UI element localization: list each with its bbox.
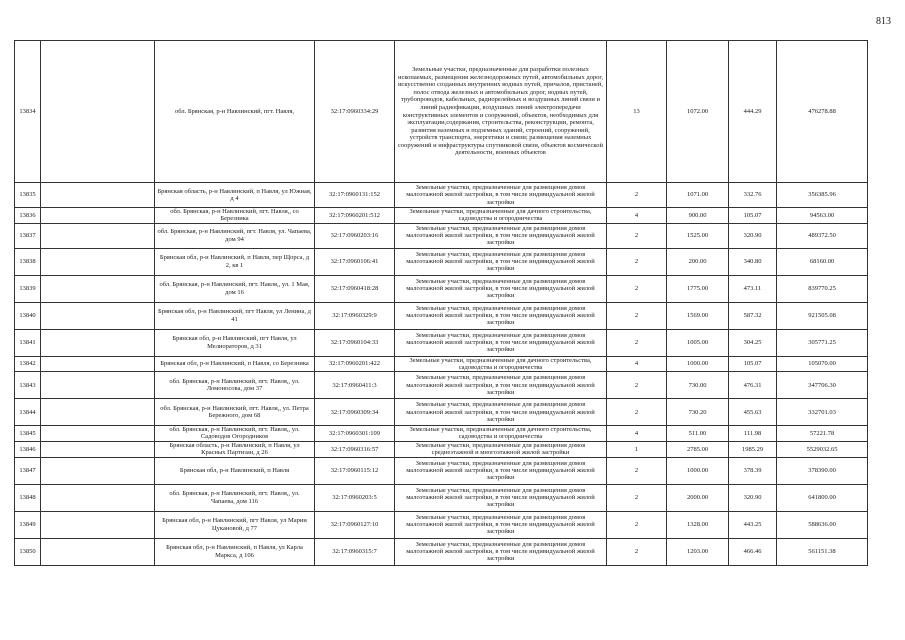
unit-price-cell: 320.90 — [729, 223, 777, 248]
row-number-cell: 13848 — [15, 484, 41, 511]
blank-cell — [41, 511, 155, 538]
land-use-cell: Земельные участки, предназначенные для размещения домов малоэтажной жилой застройки, в том числе индивидуальной жилой застройки — [395, 457, 607, 484]
cadastral-number-cell: 32:17:0960127:10 — [315, 511, 395, 538]
area-cell: 1000.00 — [667, 356, 729, 372]
blank-cell — [41, 183, 155, 208]
land-registry-table — [14, 40, 868, 566]
unit-price-cell: 455.63 — [729, 399, 777, 426]
table-body — [15, 41, 868, 566]
cadastral-number-cell: 32:17:0960309:34 — [315, 399, 395, 426]
cadastral-cost-cell: 347706.30 — [777, 372, 868, 399]
table-row — [15, 372, 868, 399]
use-group-cell: 4 — [607, 208, 667, 224]
area-cell: 730.20 — [667, 399, 729, 426]
use-group-cell: 2 — [607, 372, 667, 399]
row-number-cell: 13842 — [15, 356, 41, 372]
use-group-cell: 2 — [607, 275, 667, 302]
row-number-cell: 13849 — [15, 511, 41, 538]
unit-price-cell: 378.39 — [729, 457, 777, 484]
land-use-cell: Земельные участки, предназначенные для размещения домов среднеэтажной и многоэтажной жилой застройки — [395, 441, 607, 457]
address-cell: обл. Брянская, р-н Навлинский, пгт. Навля,, ул. Петра Бережного, дом 68 — [155, 399, 315, 426]
row-number-cell: 13843 — [15, 372, 41, 399]
table-row — [15, 41, 868, 183]
cadastral-number-cell: 32:17:0960131:152 — [315, 183, 395, 208]
cadastral-number-cell: 32:17:0960411:3 — [315, 372, 395, 399]
blank-cell — [41, 302, 155, 329]
cadastral-cost-cell: 476278.88 — [777, 41, 868, 183]
area-cell: 1000.00 — [667, 457, 729, 484]
land-use-cell: Земельные участки, предназначенные для размещения домов малоэтажной жилой застройки, в том числе индивидуальной жилой застройки — [395, 223, 607, 248]
address-cell: обл. Брянская, р-н Навлинский, пгт. Навля,, ул. Чапаева, дом 116 — [155, 484, 315, 511]
unit-price-cell: 340.80 — [729, 248, 777, 275]
address-cell: Брянская обл, р-н Навлинский, п Навля, со Березника — [155, 356, 315, 372]
blank-cell — [41, 484, 155, 511]
area-cell: 1005.00 — [667, 329, 729, 356]
cadastral-cost-cell: 839770.25 — [777, 275, 868, 302]
row-number-cell: 13839 — [15, 275, 41, 302]
land-use-cell: Земельные участки, предназначенные для дачного строительства, садоводства и огородничества — [395, 356, 607, 372]
address-cell: обл. Брянская, р-н Навлинский, пгт. Навля,, ул. 1 Мая, дом 16 — [155, 275, 315, 302]
address-cell: обл. Брянская, р-н Навлинский, пгт. Навля,, ул. Ломоносова, дом 37 — [155, 372, 315, 399]
table-row — [15, 356, 868, 372]
blank-cell — [41, 248, 155, 275]
blank-cell — [41, 356, 155, 372]
area-cell: 1569.00 — [667, 302, 729, 329]
blank-cell — [41, 457, 155, 484]
use-group-cell: 4 — [607, 426, 667, 442]
table-row — [15, 484, 868, 511]
land-use-cell: Земельные участки, предназначенные для размещения домов малоэтажной жилой застройки, в том числе индивидуальной жилой застройки — [395, 484, 607, 511]
cadastral-cost-cell: 588636.00 — [777, 511, 868, 538]
table-row — [15, 208, 868, 224]
table-row — [15, 248, 868, 275]
unit-price-cell: 476.31 — [729, 372, 777, 399]
unit-price-cell: 444.29 — [729, 41, 777, 183]
area-cell: 1071.00 — [667, 183, 729, 208]
use-group-cell: 1 — [607, 441, 667, 457]
use-group-cell: 2 — [607, 248, 667, 275]
address-cell: Брянская обл, р-н Навлинский, п Навля — [155, 457, 315, 484]
address-cell: Брянская обл, р-н Навлинский, пгт Навля, ул Ленина, д 41 — [155, 302, 315, 329]
use-group-cell: 13 — [607, 41, 667, 183]
address-cell: Брянская обл, р-н Навлинский, пгт Навля, ул Мелиораторов, д 31 — [155, 329, 315, 356]
address-cell: Брянская обл, р-н Навлинский, пгт Навля, ул Марии Цукановой, д 77 — [155, 511, 315, 538]
area-cell: 200.00 — [667, 248, 729, 275]
cadastral-cost-cell: 94563.00 — [777, 208, 868, 224]
blank-cell — [41, 208, 155, 224]
table-row — [15, 329, 868, 356]
table-row — [15, 223, 868, 248]
unit-price-cell: 443.25 — [729, 511, 777, 538]
blank-cell — [41, 329, 155, 356]
address-cell: Брянская обл, р-н Навлинский, п Навля, пер Щорса, д 2, кв 1 — [155, 248, 315, 275]
land-use-cell: Земельные участки, предназначенные для размещения домов малоэтажной жилой застройки, в том числе индивидуальной жилой застройки — [395, 248, 607, 275]
area-cell: 1203.00 — [667, 538, 729, 565]
table-row — [15, 399, 868, 426]
address-cell: Брянская область, р-н Навлинский, п Навля, ул Южная, д 4 — [155, 183, 315, 208]
table-row — [15, 183, 868, 208]
cadastral-cost-cell: 68160.00 — [777, 248, 868, 275]
row-number-cell: 13835 — [15, 183, 41, 208]
unit-price-cell: 466.46 — [729, 538, 777, 565]
blank-cell — [41, 399, 155, 426]
land-use-cell: Земельные участки, предназначенные для размещения домов малоэтажной жилой застройки, в том числе индивидуальной жилой застройки — [395, 183, 607, 208]
cadastral-number-cell: 32:17:0960203:16 — [315, 223, 395, 248]
table-row — [15, 275, 868, 302]
land-use-cell: Земельные участки, предназначенные для размещения домов малоэтажной жилой застройки, в том числе индивидуальной жилой застройки — [395, 399, 607, 426]
row-number-cell: 13846 — [15, 441, 41, 457]
cadastral-cost-cell: 489372.50 — [777, 223, 868, 248]
table-row — [15, 302, 868, 329]
cadastral-number-cell: 32:17:0960201:512 — [315, 208, 395, 224]
cadastral-cost-cell: 378390.00 — [777, 457, 868, 484]
unit-price-cell: 587.32 — [729, 302, 777, 329]
cadastral-cost-cell: 561151.38 — [777, 538, 868, 565]
land-use-cell: Земельные участки, предназначенные для дачного строительства, садоводства и огородничества — [395, 426, 607, 442]
blank-cell — [41, 275, 155, 302]
unit-price-cell: 473.11 — [729, 275, 777, 302]
cadastral-cost-cell: 332701.03 — [777, 399, 868, 426]
row-number-cell: 13837 — [15, 223, 41, 248]
unit-price-cell: 105.07 — [729, 356, 777, 372]
use-group-cell: 2 — [607, 457, 667, 484]
address-cell: обл. Брянская, р-н Навлинский, пгт. Навля,, ул. Садоводов Огородников — [155, 426, 315, 442]
row-number-cell: 13847 — [15, 457, 41, 484]
unit-price-cell: 105.07 — [729, 208, 777, 224]
row-number-cell: 13841 — [15, 329, 41, 356]
land-use-cell: Земельные участки, предназначенные для размещения домов малоэтажной жилой застройки, в том числе индивидуальной жилой застройки — [395, 538, 607, 565]
blank-cell — [41, 223, 155, 248]
row-number-cell: 13840 — [15, 302, 41, 329]
table-row — [15, 457, 868, 484]
unit-price-cell: 1985.29 — [729, 441, 777, 457]
land-use-cell: Земельные участки, предназначенные для размещения домов малоэтажной жилой застройки, в том числе индивидуальной жилой застройки — [395, 372, 607, 399]
area-cell: 2000.00 — [667, 484, 729, 511]
table-row — [15, 426, 868, 442]
blank-cell — [41, 441, 155, 457]
address-cell: обл. Брянская, р-н Навлинский, пгт. Навля, — [155, 41, 315, 183]
cadastral-cost-cell: 356385.96 — [777, 183, 868, 208]
area-cell: 1072.00 — [667, 41, 729, 183]
land-use-cell: Земельные участки, предназначенные для размещения домов малоэтажной жилой застройки, в том числе индивидуальной жилой застройки — [395, 329, 607, 356]
use-group-cell: 2 — [607, 399, 667, 426]
land-use-cell: Земельные участки, предназначенные для размещения домов малоэтажной жилой застройки, в том числе индивидуальной жилой застройки — [395, 275, 607, 302]
use-group-cell: 4 — [607, 356, 667, 372]
blank-cell — [41, 41, 155, 183]
row-number-cell: 13844 — [15, 399, 41, 426]
cadastral-cost-cell: 5529032.65 — [777, 441, 868, 457]
area-cell: 511.00 — [667, 426, 729, 442]
cadastral-cost-cell: 105070.00 — [777, 356, 868, 372]
use-group-cell: 2 — [607, 329, 667, 356]
cadastral-number-cell: 32:17:0960334:29 — [315, 41, 395, 183]
area-cell: 1775.00 — [667, 275, 729, 302]
area-cell: 1328.00 — [667, 511, 729, 538]
cadastral-number-cell: 32:17:0960106:41 — [315, 248, 395, 275]
area-cell: 730.00 — [667, 372, 729, 399]
unit-price-cell: 304.25 — [729, 329, 777, 356]
unit-price-cell: 332.76 — [729, 183, 777, 208]
cadastral-number-cell: 32:17:0960329:9 — [315, 302, 395, 329]
use-group-cell: 2 — [607, 538, 667, 565]
row-number-cell: 13838 — [15, 248, 41, 275]
cadastral-cost-cell: 57221.78 — [777, 426, 868, 442]
use-group-cell: 2 — [607, 511, 667, 538]
address-cell: обл. Брянская, р-н Навлинский, пгт. Навля,, со Березника — [155, 208, 315, 224]
use-group-cell: 2 — [607, 302, 667, 329]
unit-price-cell: 320.90 — [729, 484, 777, 511]
table-row — [15, 538, 868, 565]
blank-cell — [41, 372, 155, 399]
cadastral-number-cell: 32:17:0960203:5 — [315, 484, 395, 511]
use-group-cell: 2 — [607, 223, 667, 248]
unit-price-cell: 111.98 — [729, 426, 777, 442]
table-row — [15, 441, 868, 457]
blank-cell — [41, 538, 155, 565]
cadastral-number-cell: 32:17:0960301:109 — [315, 426, 395, 442]
cadastral-number-cell: 32:17:0960104:33 — [315, 329, 395, 356]
address-cell: Брянская область, р-н Навлинский, п Навля, ул Красных Партизан, д 26 — [155, 441, 315, 457]
area-cell: 2785.00 — [667, 441, 729, 457]
cadastral-number-cell: 32:17:0960201:422 — [315, 356, 395, 372]
page-number: 813 — [876, 16, 891, 27]
address-cell: Брянская обл, р-н Навлинский, п Навля, ул Карла Маркса, д 106 — [155, 538, 315, 565]
area-cell: 1525.00 — [667, 223, 729, 248]
use-group-cell: 2 — [607, 484, 667, 511]
address-cell: обл. Брянская, р-н Навлинский, пгт. Навля, ул. Чапаева, дом 94 — [155, 223, 315, 248]
cadastral-cost-cell: 305771.25 — [777, 329, 868, 356]
cadastral-number-cell: 32:17:0960316:57 — [315, 441, 395, 457]
land-use-cell: Земельные участки, предназначенные для дачного строительства, садоводства и огородничества — [395, 208, 607, 224]
cadastral-number-cell: 32:17:0960115:12 — [315, 457, 395, 484]
land-use-cell: Земельные участки, предназначенные для размещения домов малоэтажной жилой застройки, в том числе индивидуальной жилой застройки — [395, 302, 607, 329]
table-row — [15, 511, 868, 538]
row-number-cell: 13834 — [15, 41, 41, 183]
row-number-cell: 13836 — [15, 208, 41, 224]
use-group-cell: 2 — [607, 183, 667, 208]
cadastral-cost-cell: 921505.08 — [777, 302, 868, 329]
row-number-cell: 13845 — [15, 426, 41, 442]
cadastral-number-cell: 32:17:0960315:7 — [315, 538, 395, 565]
area-cell: 900.00 — [667, 208, 729, 224]
land-use-cell: Земельные участки, предназначенные для разработки полезных ископаемых, размещения железнодорожных путей, автомобильных дорог, искусственно созданных внутренних водных путей, причалов, пристаней, полос отвода железных и автомобильных дорог, водных путей, трубопроводов, кабельных, радиорелейных и воздушных линий связи и линий радиофикации, воздушных линий электропередачи конструктивных элементов и сооружений, объектов, необходимых для эксплуатации,содержания, строительства, реконструкции, ремонта, развития наземных и подземных зданий, строений, сооружений, устройств транспорта, энергетики и связи; размещения наземных сооружений и инфраструктуры спутниковой связи, объектов космической деятельности, военных объектов — [395, 41, 607, 183]
blank-cell — [41, 426, 155, 442]
cadastral-number-cell: 32:17:0960418:28 — [315, 275, 395, 302]
cadastral-cost-cell: 641800.00 — [777, 484, 868, 511]
land-use-cell: Земельные участки, предназначенные для размещения домов малоэтажной жилой застройки, в том числе индивидуальной жилой застройки — [395, 511, 607, 538]
row-number-cell: 13850 — [15, 538, 41, 565]
